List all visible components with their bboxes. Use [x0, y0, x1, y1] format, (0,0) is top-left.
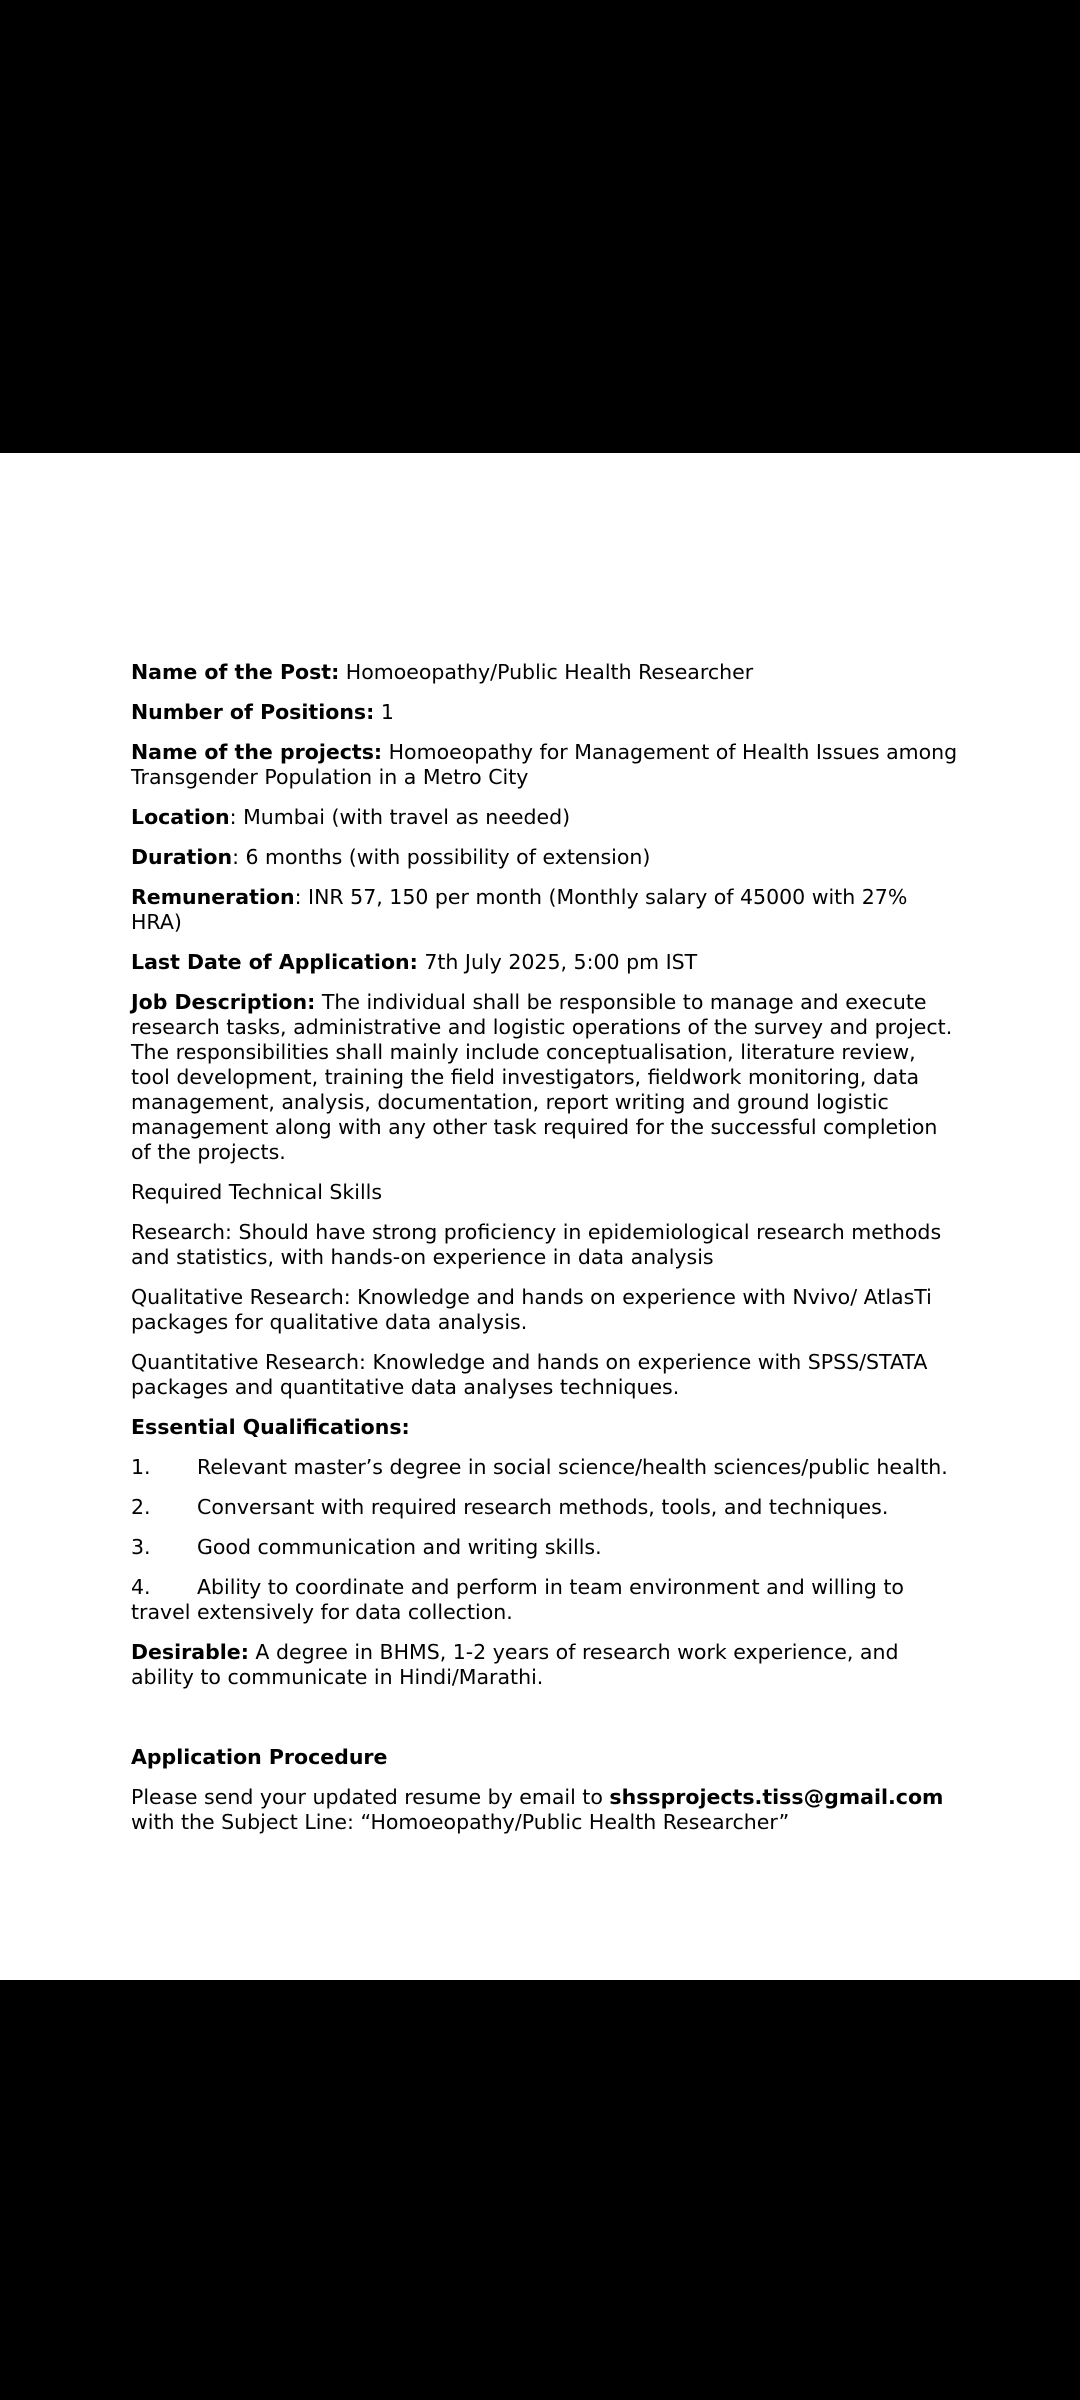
post-label: Name of the Post: — [131, 660, 340, 684]
projects-field — [131, 740, 961, 790]
application-email[interactable]: shssprojects.tiss@gmail.com — [609, 1785, 944, 1809]
skills-heading: Required Technical Skills — [131, 1180, 383, 1204]
qualification-number: 3. — [131, 1535, 151, 1559]
skill-quantitative: Quantitative Research: Knowledge and hands on experience with SPSS/STATA packages and quantitative data analyses techniques. — [131, 1350, 928, 1399]
job-posting — [131, 660, 961, 1850]
qualification-item — [131, 1575, 961, 1625]
document-page — [0, 453, 1080, 1980]
projects-label: Name of the projects: — [131, 740, 383, 764]
job-description-label: Job Description: — [131, 990, 316, 1014]
last-date-field — [131, 950, 961, 975]
qualification-text: Ability to coordinate and perform in team environment and willing to travel extensively for data collection. — [131, 1575, 904, 1624]
duration-label: Duration — [131, 845, 233, 869]
qualification-item — [131, 1495, 961, 1520]
application-text-before: Please send your updated resume by email to — [131, 1785, 610, 1809]
post-field — [131, 660, 961, 685]
post-value: Homoeopathy/Public Health Researcher — [339, 660, 754, 684]
application-instructions — [131, 1785, 961, 1835]
qualification-text: Relevant master’s degree in social science/health sciences/public health. — [197, 1455, 948, 1479]
bottom-black-band — [0, 1980, 1080, 2400]
remuneration-field — [131, 885, 961, 935]
desirable-value: A degree in BHMS, 1-2 years of research work experience, and ability to communicate in Hindi/Marathi. — [131, 1640, 899, 1689]
top-black-band — [0, 0, 1080, 453]
location-value: : Mumbai (with travel as needed) — [229, 805, 571, 829]
qualification-number: 4. — [131, 1575, 151, 1599]
positions-value: 1 — [374, 700, 394, 724]
qualification-text: Conversant with required research methods, tools, and techniques. — [197, 1495, 889, 1519]
qualification-item — [131, 1455, 961, 1480]
location-field — [131, 805, 961, 830]
remuneration-label: Remuneration — [131, 885, 295, 909]
job-description-text: The individual shall be responsible to manage and execute research tasks, administrative and logistic operations of the survey and project. The responsibilities shall mainly include conceptualisation, literature review, tool development, training the field investigators, fieldwork monitoring, data management, analysis, documentation, report writing and ground logistic management along with any other task required for the successful completion of the projects. — [131, 990, 953, 1164]
application-text-after: with the Subject Line: “Homoeopathy/Public Health Researcher” — [131, 1810, 790, 1834]
skill-research: Research: Should have strong proficiency in epidemiological research methods and statistics, with hands-on experience in data analysis — [131, 1220, 942, 1269]
positions-label: Number of Positions: — [131, 700, 375, 724]
desirable-field — [131, 1640, 961, 1690]
application-heading: Application Procedure — [131, 1745, 388, 1769]
qualification-text: Good communication and writing skills. — [197, 1535, 602, 1559]
projects-value: Homoeopathy for Management of Health Issues among Transgender Population in a Metro City — [131, 740, 958, 789]
qualification-number: 2. — [131, 1495, 151, 1519]
remuneration-value: : INR 57, 150 per month (Monthly salary of 45000 with 27% HRA) — [131, 885, 908, 934]
qualification-number: 1. — [131, 1455, 151, 1479]
location-label: Location — [131, 805, 230, 829]
positions-field — [131, 700, 961, 725]
job-description — [131, 990, 961, 1165]
last-date-value: 7th July 2025, 5:00 pm IST — [417, 950, 698, 974]
last-date-label: Last Date of Application: — [131, 950, 418, 974]
qualification-item — [131, 1535, 961, 1560]
duration-field — [131, 845, 961, 870]
section-spacer — [131, 1705, 961, 1745]
skill-qualitative: Qualitative Research: Knowledge and hands on experience with Nvivo/ AtlasTi packages for qualitative data analysis. — [131, 1285, 932, 1334]
desirable-label: Desirable: — [131, 1640, 249, 1664]
duration-value: : 6 months (with possibility of extension) — [232, 845, 651, 869]
qualifications-heading: Essential Qualifications: — [131, 1415, 410, 1439]
